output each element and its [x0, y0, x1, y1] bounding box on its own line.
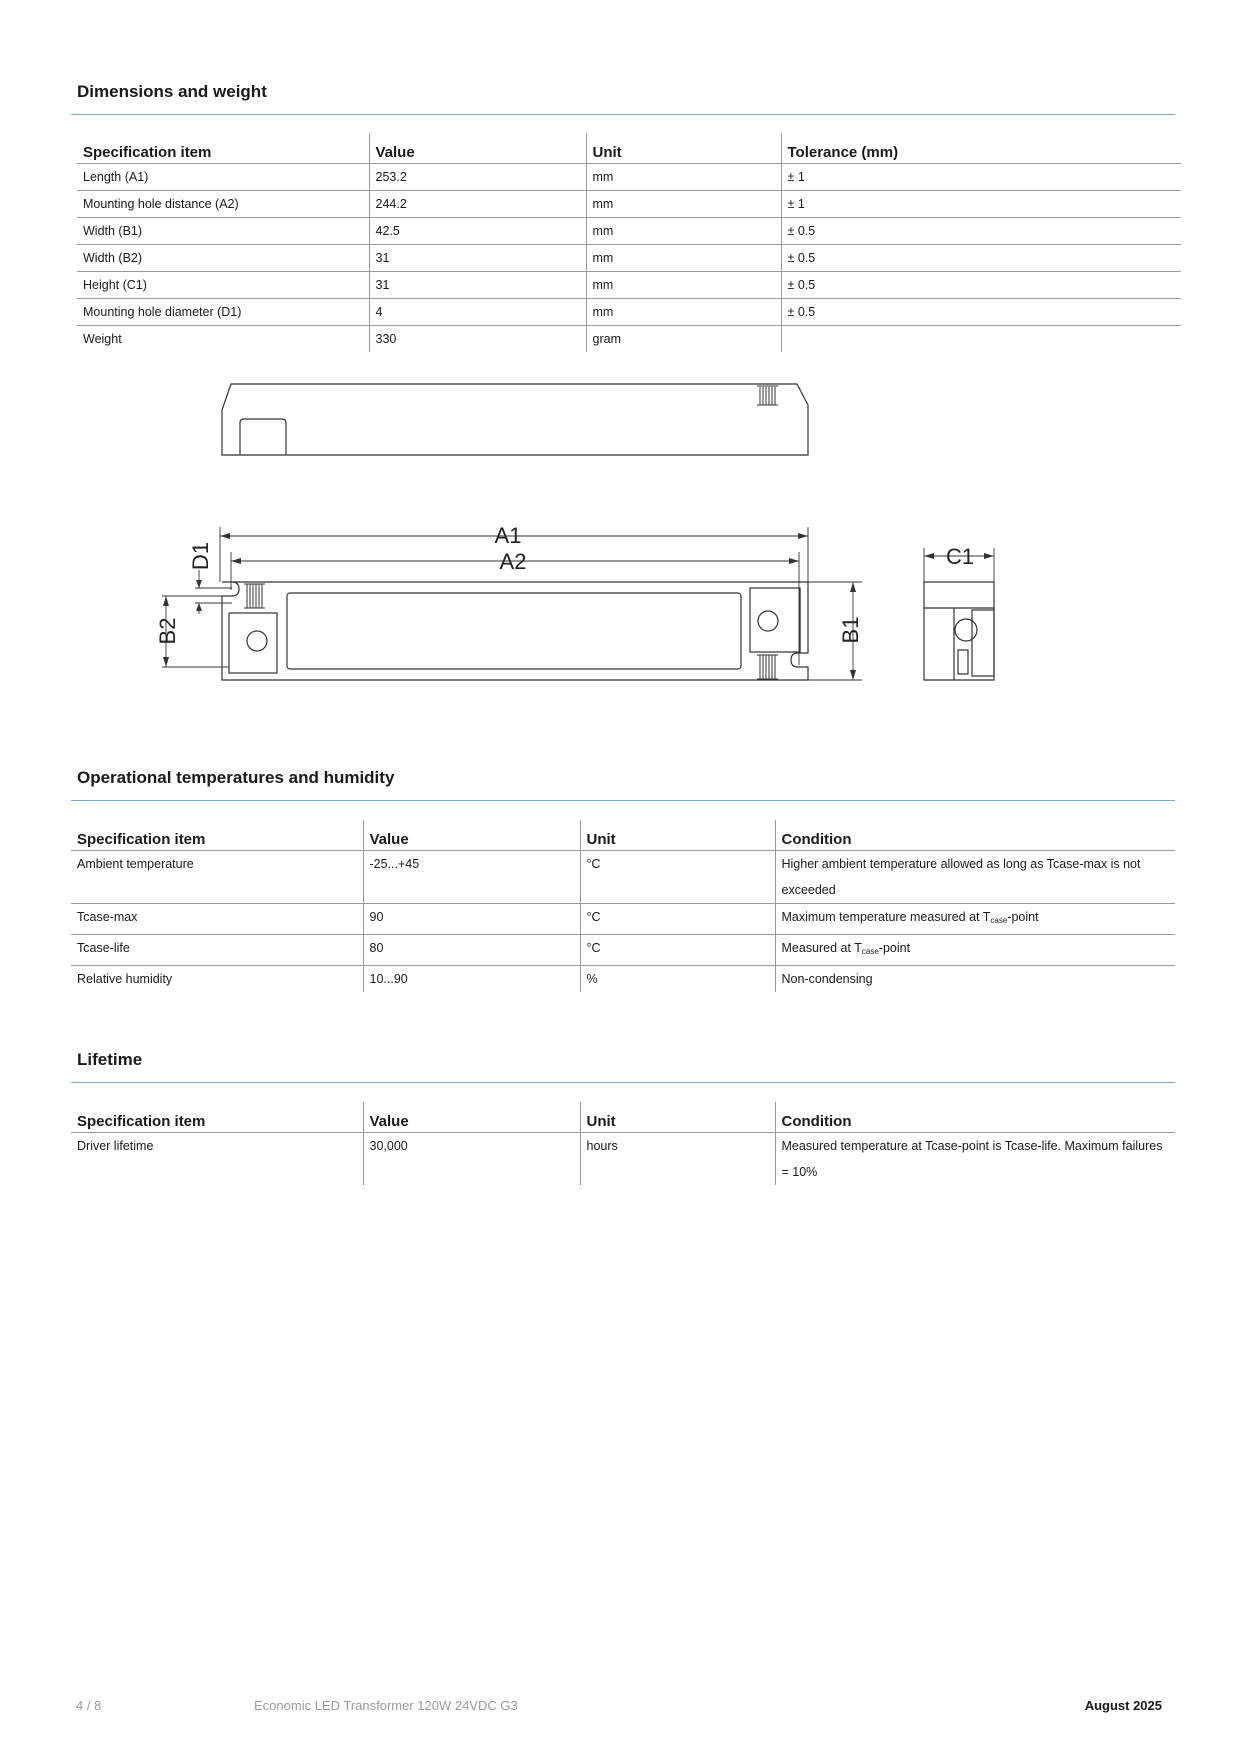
cell-item: Driver lifetime — [77, 1139, 154, 1153]
cell-tolerance: ± 0.5 — [781, 299, 1181, 326]
condition-text: -point — [878, 941, 911, 955]
cell-value: 4 — [369, 299, 586, 326]
dimension-d1 — [196, 570, 202, 614]
cell-unit: % — [580, 966, 775, 993]
condition-text: -point — [1007, 910, 1039, 924]
cell-tolerance: ± 1 — [781, 191, 1181, 218]
cell-item: Height (C1) — [77, 272, 369, 299]
cell-value: 31 — [369, 245, 586, 272]
cell-item: Mounting hole distance (A2) — [77, 191, 369, 218]
cell-value: 253.2 — [369, 164, 586, 191]
temperatures-section — [71, 766, 1175, 801]
lifetime-table — [71, 1102, 1175, 1185]
footer-date: August 2025 — [1084, 1698, 1162, 1713]
cell-unit: mm — [586, 245, 781, 272]
condition-text: Maximum temperature measured at T — [781, 910, 991, 924]
cell-value: 10...90 — [363, 966, 580, 993]
label-d1: D1 — [188, 541, 213, 571]
table-row — [71, 904, 1175, 935]
cell-unit: gram — [586, 326, 781, 353]
cell-unit: mm — [586, 218, 781, 245]
section-divider — [71, 800, 1175, 801]
cell-item: Length (A1) — [77, 164, 369, 191]
table-header-row — [71, 820, 1175, 851]
cell-tolerance: ± 0.5 — [781, 218, 1181, 245]
cell-value: -25...+45 — [363, 851, 580, 904]
header-unit: Unit — [580, 820, 775, 851]
cell-tolerance: ± 1 — [781, 164, 1181, 191]
section-divider — [71, 1082, 1175, 1083]
cell-value: 244.2 — [369, 191, 586, 218]
cell-item: Width (B1) — [77, 218, 369, 245]
header-tolerance: Tolerance (mm) — [781, 133, 1181, 164]
cell-item: Tcase-max — [71, 904, 363, 935]
cell-item: Mounting hole diameter (D1) — [77, 299, 369, 326]
temperatures-table — [71, 820, 1175, 992]
label-a1: A1 — [494, 523, 522, 548]
cell-unit: mm — [586, 299, 781, 326]
header-condition: Condition — [775, 1102, 1175, 1133]
cell-condition: Non-condensing — [775, 966, 1175, 993]
header-spec-item: Specification item — [71, 820, 363, 851]
cell-unit: mm — [586, 191, 781, 218]
cell-value: 31 — [369, 272, 586, 299]
cell-unit: °C — [580, 851, 775, 904]
header-unit: Unit — [580, 1102, 775, 1133]
cell-item: Ambient temperature — [71, 851, 363, 904]
table-row — [71, 1133, 1175, 1186]
header-condition: Condition — [775, 820, 1175, 851]
label-b2: B2 — [155, 617, 180, 645]
cell-condition: Higher ambient temperature allowed as long as Tcase-max is not exceeded — [775, 851, 1175, 904]
technical-drawing — [0, 0, 1240, 720]
table-row — [71, 935, 1175, 966]
cell-value: 330 — [369, 326, 586, 353]
condition-subscript: case — [861, 947, 879, 956]
header-unit: Unit — [586, 133, 781, 164]
cell-condition — [775, 904, 1175, 935]
header-spec-item: Specification item — [77, 133, 369, 164]
cell-item: Width (B2) — [77, 245, 369, 272]
header-value: Value — [363, 1102, 580, 1133]
label-a2: A2 — [499, 549, 527, 574]
cell-unit: °C — [580, 904, 775, 935]
side-view — [222, 384, 808, 455]
table-header-row — [71, 1102, 1175, 1133]
cell-item: Weight — [83, 332, 122, 346]
section-title-temperatures: Operational temperatures and humidity — [77, 768, 395, 787]
section-title-dimensions: Dimensions and weight — [77, 82, 267, 101]
label-c1: C1 — [945, 544, 975, 569]
cell-item: Relative humidity — [77, 972, 173, 986]
cell-value: 90 — [363, 904, 580, 935]
cell-condition: Measured temperature at Tcase-point is Tcase-life. Maximum failures = 10% — [775, 1133, 1175, 1186]
lifetime-section — [71, 1048, 1175, 1083]
cell-condition — [775, 935, 1175, 966]
condition-text: Measured at T — [781, 941, 862, 955]
cell-unit: mm — [586, 272, 781, 299]
section-title-lifetime: Lifetime — [77, 1050, 143, 1069]
cell-unit: hours — [580, 1133, 775, 1186]
header-value: Value — [369, 133, 586, 164]
cell-unit: mm — [586, 164, 781, 191]
footer-product-name: Economic LED Transformer 120W 24VDC G3 — [254, 1698, 518, 1713]
cell-tolerance: ± 0.5 — [781, 245, 1181, 272]
cell-tolerance: ± 0.5 — [781, 272, 1181, 299]
cell-value: 30,000 — [363, 1133, 580, 1186]
cell-item: Tcase-life — [71, 935, 363, 966]
header-spec-item: Specification item — [71, 1102, 363, 1133]
table-row — [71, 851, 1175, 904]
table-row — [71, 966, 1175, 993]
condition-subscript: case — [990, 916, 1008, 925]
cell-value: 42.5 — [369, 218, 586, 245]
page-number: 4 / 8 — [76, 1698, 102, 1713]
label-b1: B1 — [838, 616, 863, 644]
cell-unit: °C — [580, 935, 775, 966]
cell-value: 80 — [363, 935, 580, 966]
header-value: Value — [363, 820, 580, 851]
